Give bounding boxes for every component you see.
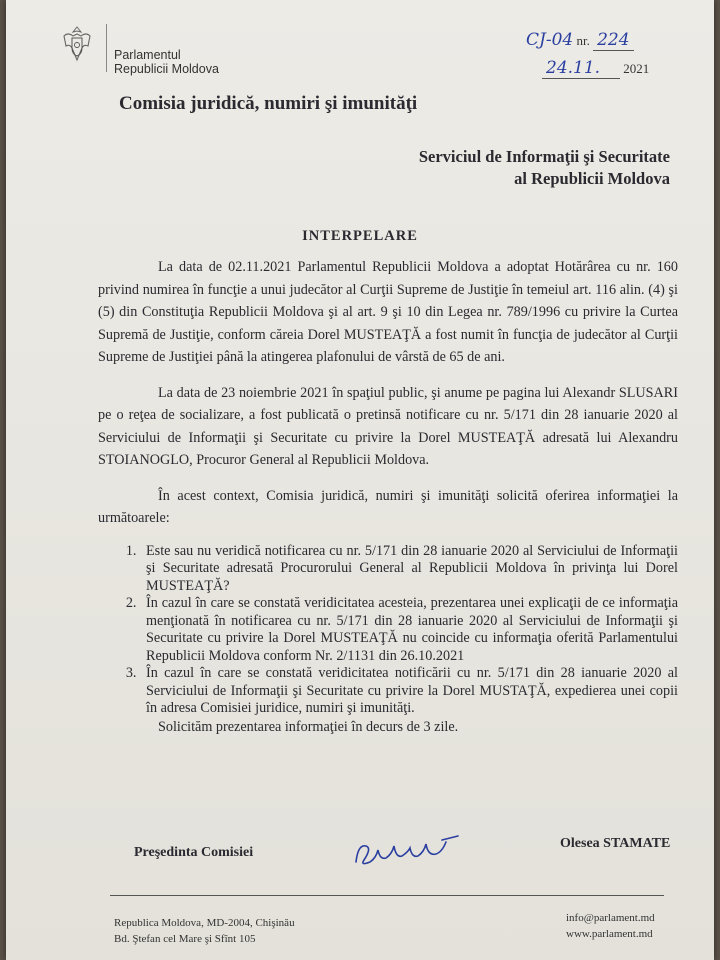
footer-address	[114, 915, 295, 947]
footer-address-line2: Bd. Ştefan cel Mare şi Sfînt 105	[114, 933, 256, 945]
document-body	[98, 256, 678, 749]
paragraph-1: La data de 02.11.2021 Parlamentul Republicii Moldova a adoptat Hotărârea cu nr. 160 privind numirea în funcţie a unui judecător al Curţii Supreme de Justiţie în temeiul art. 116 alin. (4) şi (5) din Constituţia Republicii Moldova şi al art. 9 şi 10 din Legea nr. 789/1996 cu privire la Curtea Supremă de Justiţie, conform căreia Dorel MUSTEAŢĂ a fost numit în funcţia de judecător al Curţii Supreme de Justiţiei până la atingerea plafonului de vârstă de 65 de ani.	[98, 259, 678, 365]
document-title: INTERPELARE	[302, 228, 418, 244]
footer-divider	[110, 895, 664, 896]
registration-block	[518, 30, 658, 82]
addressee-line1: Serviciul de Informaţii şi Securitate	[418, 147, 670, 166]
coat-of-arms-icon	[58, 24, 96, 64]
request-item-1: 1. Este sau nu veridică notificarea cu nr. 5/171 din 28 ianuarie 2020 al Serviciului de Informaţii şi Securitate adresată Procurorului General al Republicii Moldova în privinţa lui Dorel MUSTEAŢĂ?	[140, 543, 678, 596]
addressee-block	[419, 146, 670, 190]
registration-number: 224	[593, 30, 633, 51]
committee-name: Comisia juridică, numiri şi imunităţi	[119, 93, 418, 114]
footer-website[interactable]: www.parlament.md	[566, 928, 653, 940]
signatory-role: Preşedinta Comisiei	[134, 845, 254, 860]
registration-nr-label: nr.	[576, 33, 590, 48]
header-divider	[106, 24, 107, 72]
registration-year: 2021	[623, 61, 650, 76]
document-page	[6, 0, 714, 960]
request-item-3: 3. În cazul în care se constată veridicitatea notificării cu nr. 5/171 din 28 ianuarie 2020 al Serviciului de Informaţii şi Securitate cu privire la Dorel MUSTAŢĂ, expedierea unei copii în adresa Comisiei juridice, numiri şi imunităţi.	[140, 665, 678, 718]
registration-date: 24.11.	[542, 58, 620, 79]
handwritten-signature	[346, 832, 466, 872]
footer-contacts	[566, 910, 655, 942]
request-item-2: 2. În cazul în care se constată veridicitatea acesteia, prezentarea unei explicaţii de ce informaţia menţionată în notificarea cu nr. 5/171 din 28 ianuarie 2020 al Serviciului de Informaţii şi Securitate cu privire la Dorel MUSTEAŢĂ nu coincide cu informaţia oferită Parlamentului Republicii Moldova conform Nr. 2/1131 din 26.10.2021	[140, 595, 678, 665]
request-list	[98, 543, 678, 718]
registration-code: CJ-04	[526, 30, 574, 50]
paragraph-3: În acest context, Comisia juridică, numiri şi imunităţi solicită oferirea informaţiei la următoarele:	[98, 487, 678, 526]
closing-sentence: Solicităm prezentarea informaţiei în decurs de 3 zile.	[158, 718, 459, 735]
paragraph-2: La data de 23 noiembrie 2021 în spaţiul public, şi anume pe pagina lui Alexandr SLUSARI pe o reţea de socializare, a fost publicată o pretinsă notificare cu nr. 5/171 din 28 ianuarie 2020 al Serviciului de Informaţii şi Securitate cu privire la Dorel MUSTEAŢĂ adresată lui Alexandru STOIANOGLO, Procuror General al Republicii Moldova.	[98, 384, 678, 468]
organization-name-line1: Parlamentul	[114, 48, 181, 62]
organization-name-line2: Republicii Moldova	[114, 62, 219, 76]
organization-name	[114, 48, 219, 76]
signatory-name: Olesea STAMATE	[560, 836, 671, 851]
footer-address-line1: Republica Moldova, MD-2004, Chişinău	[114, 917, 295, 929]
addressee-line2: al Republicii Moldova	[514, 169, 670, 188]
footer-email[interactable]: info@parlament.md	[566, 912, 655, 924]
